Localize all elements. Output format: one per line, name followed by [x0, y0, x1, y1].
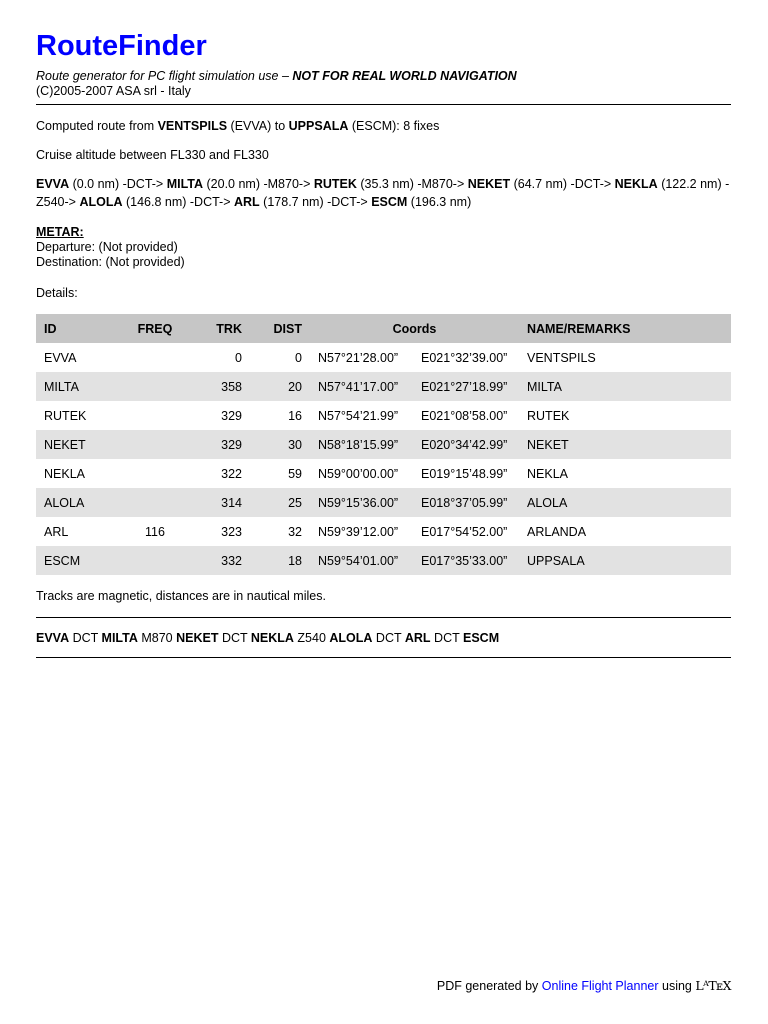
cell-dist: 32 [288, 524, 302, 539]
cell-name: RUTEK [527, 408, 570, 423]
cell-longitude: E018°37’05.99” [413, 488, 519, 517]
cell-latitude: N58°18’15.99” [310, 430, 413, 459]
table-row [36, 546, 731, 575]
col-header-id: ID [36, 314, 120, 343]
table-row [36, 343, 731, 372]
summary-airway: Z540 [293, 631, 330, 645]
summary-fix: NEKET [176, 631, 219, 645]
summary-airway: DCT [69, 631, 102, 645]
cell-freq: 116 [145, 524, 165, 539]
route-fix: NEKLA [614, 177, 658, 191]
cell-id: ESCM [36, 546, 120, 575]
page-title: RouteFinder [36, 30, 207, 62]
route-line [36, 175, 731, 211]
route-fix: NEKET [467, 177, 511, 191]
col-header-freq: FREQ [120, 314, 190, 343]
footer [437, 978, 731, 994]
cell-latitude: N57°21’28.00” [318, 350, 399, 365]
copyright: (C)2005-2007 ASA srl - Italy [36, 84, 191, 98]
summary-top-divider [36, 617, 731, 618]
cell-latitude: N59°15’36.00” [310, 488, 413, 517]
cell-trk: 329 [221, 408, 242, 423]
cell-dist: 18 [250, 546, 310, 575]
cell-trk: 314 [190, 488, 250, 517]
details-label: Details: [36, 286, 78, 300]
cell-dist: 30 [250, 430, 310, 459]
col-header-coords: Coords [310, 314, 519, 343]
table-row [36, 517, 731, 546]
fixes-table [36, 314, 731, 575]
footer-prefix: PDF generated by [436, 979, 542, 993]
cell-freq [120, 401, 190, 430]
table-row [36, 372, 731, 401]
summary-airway: DCT [218, 631, 251, 645]
cell-latitude: N59°54’01.00” [310, 546, 413, 575]
cell-name: NEKET [519, 430, 731, 459]
cell-longitude: E021°32’39.00” [421, 350, 508, 365]
cell-trk: 322 [221, 466, 242, 481]
route-leg: (0.0 nm) -DCT-> [69, 177, 167, 191]
cell-freq [120, 459, 190, 488]
summary-fix: EVVA [36, 631, 70, 645]
cell-name: ALOLA [519, 488, 731, 517]
route-leg: (122.2 nm) -Z540-> [36, 177, 730, 209]
route-fix: ESCM [371, 195, 408, 209]
cell-latitude: N57°41’17.00” [310, 372, 413, 401]
metar-destination: Destination: (Not provided) [36, 255, 185, 269]
route-fix: ARL [234, 195, 260, 209]
subtitle [36, 69, 731, 84]
cell-freq [120, 488, 190, 517]
table-row [36, 459, 731, 488]
route-fix: EVVA [36, 177, 70, 191]
route-leg: (146.8 nm) -DCT-> [122, 195, 234, 209]
to-code: (ESCM): 8 fixes [348, 119, 440, 133]
cell-trk: 323 [221, 524, 242, 539]
latex-logo: LᴬTᴇX [695, 978, 731, 993]
route-fix: ALOLA [79, 195, 123, 209]
cell-id: RUTEK [44, 408, 87, 423]
from-name: VENTSPILS [157, 119, 228, 133]
cell-longitude: E020°34’42.99” [413, 430, 519, 459]
summary-fix: MILTA [101, 631, 138, 645]
cell-trk: 329 [190, 430, 250, 459]
computed-route-summary [36, 117, 731, 135]
cell-longitude: E021°27’18.99” [413, 372, 519, 401]
cell-freq [120, 343, 190, 372]
summary-fix: NEKLA [250, 631, 294, 645]
table-row [36, 488, 731, 517]
cell-dist: 59 [288, 466, 302, 481]
cell-freq [120, 430, 190, 459]
cell-name: ARLANDA [527, 524, 587, 539]
cell-id: ARL [44, 524, 69, 539]
header-divider [36, 104, 731, 105]
cell-longitude: E017°54’52.00” [421, 524, 508, 539]
cell-latitude: N59°39’12.00” [318, 524, 399, 539]
cell-id: NEKLA [44, 466, 85, 481]
cell-name: UPPSALA [519, 546, 731, 575]
route-leg: (196.3 nm) [407, 195, 472, 209]
computed-prefix: Computed route from [36, 119, 158, 133]
from-code: (EVVA) to [227, 119, 289, 133]
cell-id: EVVA [44, 350, 77, 365]
to-name: UPPSALA [288, 119, 349, 133]
cell-freq [120, 372, 190, 401]
cell-latitude: N57°54’21.99” [318, 408, 399, 423]
summary-airway: DCT [430, 631, 463, 645]
route-fix: RUTEK [313, 177, 357, 191]
cell-id: ALOLA [36, 488, 120, 517]
cell-name: VENTSPILS [527, 350, 596, 365]
summary-fix: ALOLA [329, 631, 373, 645]
cell-latitude: N59°00’00.00” [318, 466, 399, 481]
table-row [36, 401, 731, 430]
cell-trk: 332 [190, 546, 250, 575]
footer-middle: using [658, 979, 696, 993]
route-summary-string [36, 629, 731, 647]
cell-freq [120, 546, 190, 575]
table-header-row [36, 314, 731, 343]
summary-fix: ARL [404, 631, 431, 645]
metar-departure: Departure: (Not provided) [36, 240, 178, 254]
col-header-name: NAME/REMARKS [519, 314, 731, 343]
cell-trk: 358 [190, 372, 250, 401]
cell-name: NEKLA [527, 466, 568, 481]
cell-id: NEKET [36, 430, 120, 459]
col-header-dist: DIST [250, 314, 310, 343]
table-row [36, 430, 731, 459]
summary-airway: M870 [137, 631, 177, 645]
route-leg: (35.3 nm) -M870-> [356, 177, 468, 191]
route-leg: (178.7 nm) -DCT-> [259, 195, 372, 209]
cell-dist: 25 [250, 488, 310, 517]
cell-name: MILTA [519, 372, 731, 401]
cell-dist: 0 [295, 350, 302, 365]
summary-fix: ESCM [463, 631, 500, 645]
tracks-note: Tracks are magnetic, distances are in nautical miles. [36, 589, 326, 603]
metar-heading: METAR: [36, 225, 84, 239]
cell-trk: 0 [235, 350, 242, 365]
route-fix: MILTA [166, 177, 204, 191]
cruise-altitude: Cruise altitude between FL330 and FL330 [36, 148, 269, 162]
summary-airway: DCT [372, 631, 405, 645]
cell-longitude: E021°08’58.00” [421, 408, 508, 423]
cell-longitude: E019°15’48.99” [421, 466, 508, 481]
subtitle-warning: NOT FOR REAL WORLD NAVIGATION [292, 69, 517, 83]
cell-dist: 16 [288, 408, 302, 423]
subtitle-text: Route generator for PC flight simulation use – [36, 69, 293, 83]
route-leg: (20.0 nm) -M870-> [203, 177, 314, 191]
col-header-trk: TRK [190, 314, 250, 343]
cell-dist: 20 [250, 372, 310, 401]
route-leg: (64.7 nm) -DCT-> [510, 177, 615, 191]
online-flight-planner-link[interactable]: Online Flight Planner [541, 979, 659, 993]
summary-bottom-divider [36, 657, 731, 658]
cell-id: MILTA [36, 372, 120, 401]
document-page [36, 28, 731, 658]
cell-longitude: E017°35’33.00” [413, 546, 519, 575]
